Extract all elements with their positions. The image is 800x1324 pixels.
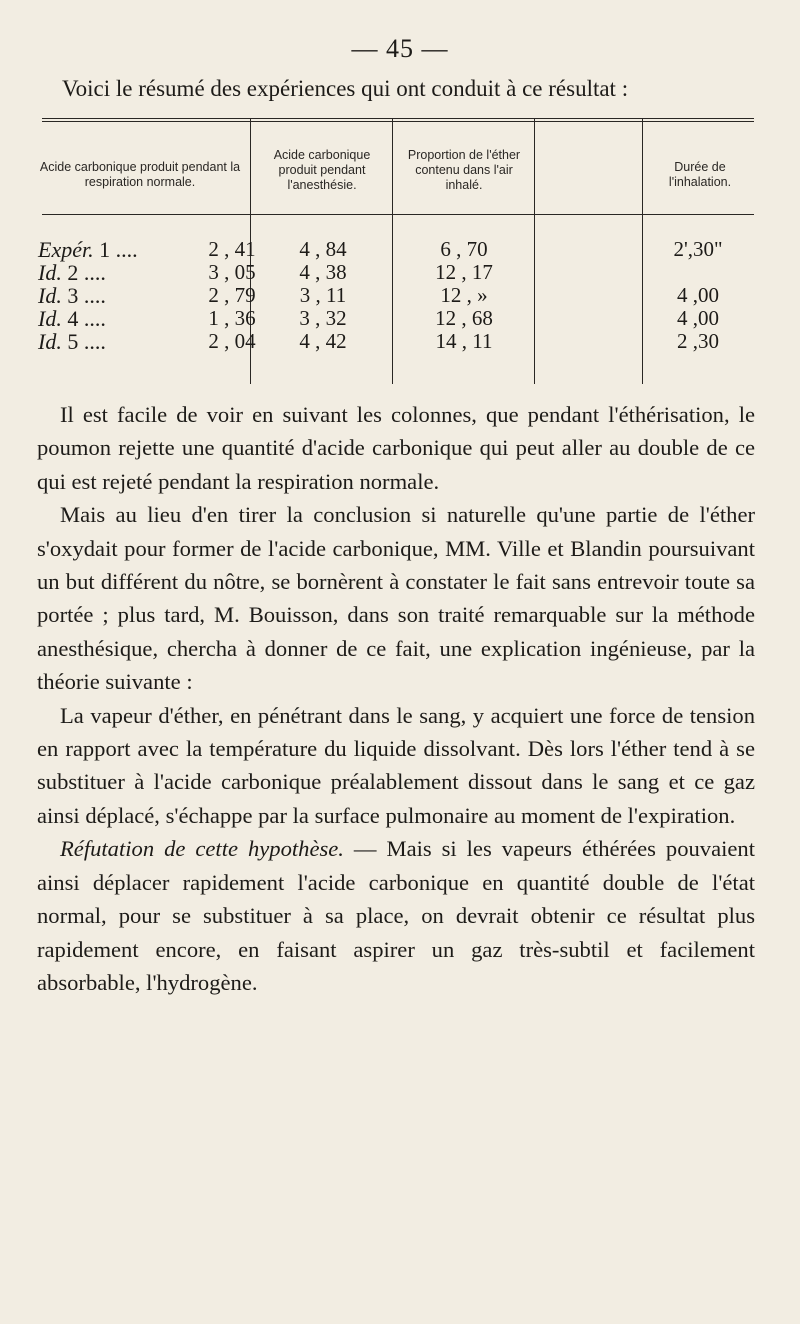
- header-duration: Durée de l'inhalation.: [668, 160, 732, 189]
- row-label-prefix: Id.: [38, 306, 62, 331]
- results-table: [34, 118, 754, 388]
- table-cell-duree: 4 ,00: [677, 283, 719, 307]
- table-cell-ether: 14 , 11: [435, 329, 493, 353]
- table-cell-normal: 2 , 41: [208, 237, 256, 261]
- table-cell-ether: 12 , 17: [435, 260, 493, 284]
- table-cell-anesth: 4 , 84: [299, 237, 347, 261]
- row-label-prefix: Expér.: [38, 237, 94, 262]
- table-header-rule: [42, 214, 754, 215]
- header-normal: Acide carbonique produit pendant la respiration normale.: [39, 160, 241, 189]
- row-label: Id. 3 ....: [38, 283, 106, 308]
- paragraph-2: Mais au lieu d'en tirer la conclusion si naturelle qu'une partie de l'éther s'oxydait pour former de l'acide carbonique, MM. Ville et Blandin poursuivant un but différent du nôtre, se bornèrent à constater le fait sans entrevoir toute sa portée ; plus tard, M. Bouisson, dans son traité remarquable sur la méthode anesthésique, chercha à donner de ce fait, une explication ingénieuse, par la théorie suivante :: [37, 502, 755, 695]
- table-top-rule: [42, 118, 754, 119]
- table-cell-normal: 3 , 05: [208, 260, 256, 284]
- row-label: Id. 4 ....: [38, 306, 106, 331]
- row-label: Expér. 1 ....: [38, 237, 138, 262]
- row-label-prefix: Id.: [38, 329, 62, 354]
- intro-sentence: Voici le résumé des expériences qui ont conduit à ce résultat :: [62, 76, 629, 101]
- table-cell-normal: 2 , 79: [208, 283, 256, 307]
- header-ether: Proportion de l'éther contenu dans l'air inhalé.: [407, 148, 521, 192]
- paragraph-4: [37, 832, 755, 999]
- column-divider-2: [392, 118, 393, 384]
- table-cell-anesth: 4 , 38: [299, 260, 347, 284]
- row-label-prefix: Id.: [38, 260, 62, 285]
- refutation-heading: Réfutation de cette hypothèse.: [60, 836, 344, 862]
- table-cell-duree: 2 ,30: [677, 329, 719, 353]
- paragraph-1: Il est facile de voir en suivant les colonnes, que pendant l'éthérisation, le poumon rejette une quantité d'acide carbonique qui peut aller au double de ce qui est rejeté pendant la respiration normale.: [37, 402, 755, 494]
- page-number: — 45 —: [351, 34, 449, 63]
- column-divider-4: [642, 118, 643, 384]
- table-cell-anesth: 4 , 42: [299, 329, 347, 353]
- row-label-prefix: Id.: [38, 283, 62, 308]
- table-cell-anesth: 3 , 11: [299, 283, 347, 307]
- header-anesthesia: Acide carbonique produit pendant l'anesthésie.: [273, 148, 371, 192]
- row-label: Id. 5 ....: [38, 329, 106, 354]
- table-cell-normal: 2 , 04: [208, 329, 256, 353]
- body-text: [37, 398, 755, 999]
- table-cell-ether: 12 , 68: [435, 306, 493, 330]
- table-cell-ether: 12 , »: [440, 283, 488, 307]
- column-divider-3: [534, 118, 535, 384]
- table-cell-duree: 2',30": [673, 237, 723, 261]
- table-cell-anesth: 3 , 32: [299, 306, 347, 330]
- table-top-rule-2: [42, 121, 754, 122]
- table-cell-duree: 4 ,00: [677, 306, 719, 330]
- paragraph-4-text: — Mais si les vapeurs éthérées pouvaient ainsi déplacer rapidement l'acide carbonique en quantité double de l'état normal, pour se substituer à sa place, on devrait obtenir ce résultat plus rapidement encore, en faisant aspirer un gaz très-subtil et facilement absorbable, l'hydrogène.: [37, 836, 755, 995]
- row-label: Id. 2 ....: [38, 260, 106, 285]
- table-cell-ether: 6 , 70: [440, 237, 488, 261]
- paragraph-3: La vapeur d'éther, en pénétrant dans le sang, y acquiert une force de tension en rapport avec la température du liquide dissolvant. Dès lors l'éther tend à se substituer à l'acide carbonique préalablement dissout dans le sang et ce gaz ainsi déplacé, s'échappe par la surface pulmonaire au moment de l'expiration.: [37, 702, 755, 828]
- table-cell-normal: 1 , 36: [208, 306, 256, 330]
